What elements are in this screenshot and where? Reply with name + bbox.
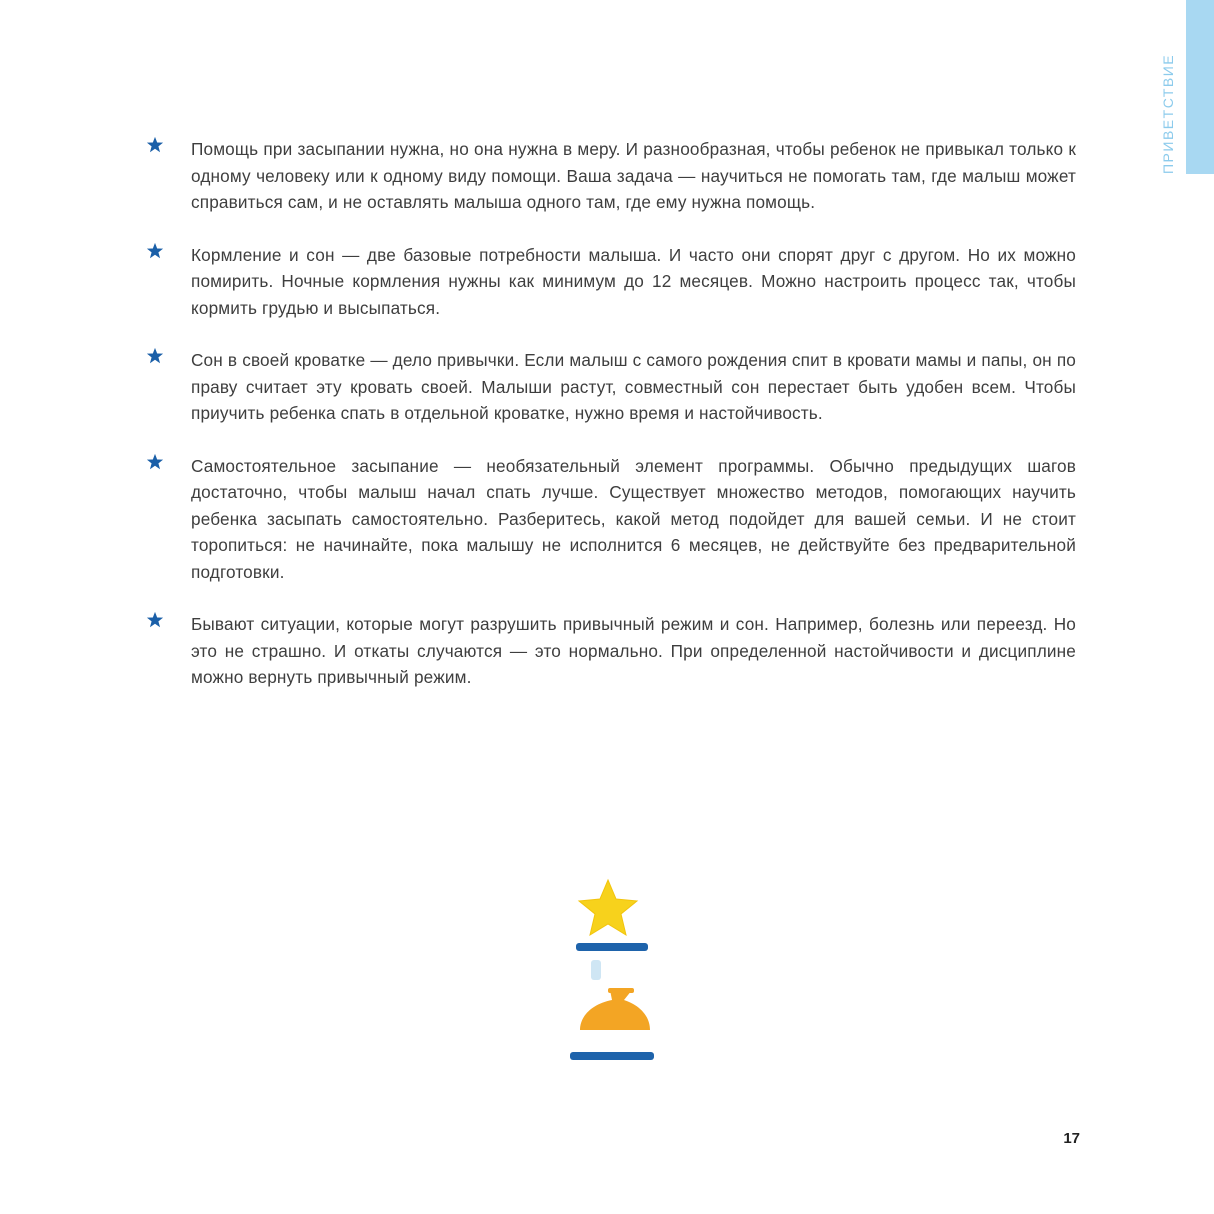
yellow-star-icon — [579, 880, 637, 935]
list-item-text: Помощь при засыпании нужна, но она нужна в меру. И разнообразная, чтобы ребенок не привыкал только к одному человеку или к одному виду помощи. Ваша задача — научиться не помогать там, где малыш может справиться сам, и не оставлять малыша одного там, где ему нужна помощь. — [191, 139, 1076, 212]
list-item — [146, 242, 1076, 322]
bullet-list — [146, 136, 1076, 717]
section-tab — [1186, 0, 1214, 174]
orange-bell-icon — [580, 990, 650, 1030]
top-blue-bar — [576, 943, 648, 951]
list-item-text: Самостоятельное засыпание — необязательный элемент программы. Обычно предыдущих шагов достаточно, чтобы малыш начал спать лучше. Существует множество методов, помогающих научить ребенка засыпать самостоятельно. Разберитесь, какой метод подойдет для вашей семьи. И не стоит торопиться: не начинайте, пока малышу не исполнится 6 месяцев, не действуйте без предварительной подготовки. — [191, 455, 1076, 582]
star-icon — [146, 611, 164, 629]
section-tab-label: ПРИВЕТСТВИЕ — [1160, 53, 1176, 174]
bottom-blue-bar — [570, 1052, 654, 1060]
star-icon — [146, 242, 164, 260]
list-item-text: Сон в своей кроватке — дело привычки. Если малыш с самого рождения спит в кровати мамы и папы, он по праву считает эту кровать своей. Малыши растут, совместный сон перестает быть удобен всем. Чтобы приучить ребенка спать в отдельной кроватке, нужно время и настойчивость. — [191, 350, 1076, 423]
list-item — [146, 136, 1076, 216]
page-number: 17 — [1063, 1130, 1080, 1147]
list-item-text: Кормление и сон — две базовые потребности малыша. И часто они спорят друг с другом. Но их можно помирить. Ночные кормления нужны как минимум до 12 месяцев. Можно настроить процесс так, чтобы кормить грудью и высыпаться. — [191, 244, 1076, 318]
light-drop — [591, 960, 601, 980]
list-item-text: Бывают ситуации, которые могут разрушить привычный режим и сон. Например, болезнь или переезд. Но это не страшно. И откаты случаются — это нормально. При определенной настойчивости и дисциплине можно вернуть привычный режим. — [191, 614, 1076, 687]
list-item — [146, 347, 1076, 427]
star-icon — [146, 136, 164, 154]
star-icon — [146, 347, 164, 365]
star-bell-illustration — [560, 872, 670, 1072]
list-item — [146, 453, 1076, 586]
list-item — [146, 611, 1076, 691]
star-icon — [146, 453, 164, 471]
